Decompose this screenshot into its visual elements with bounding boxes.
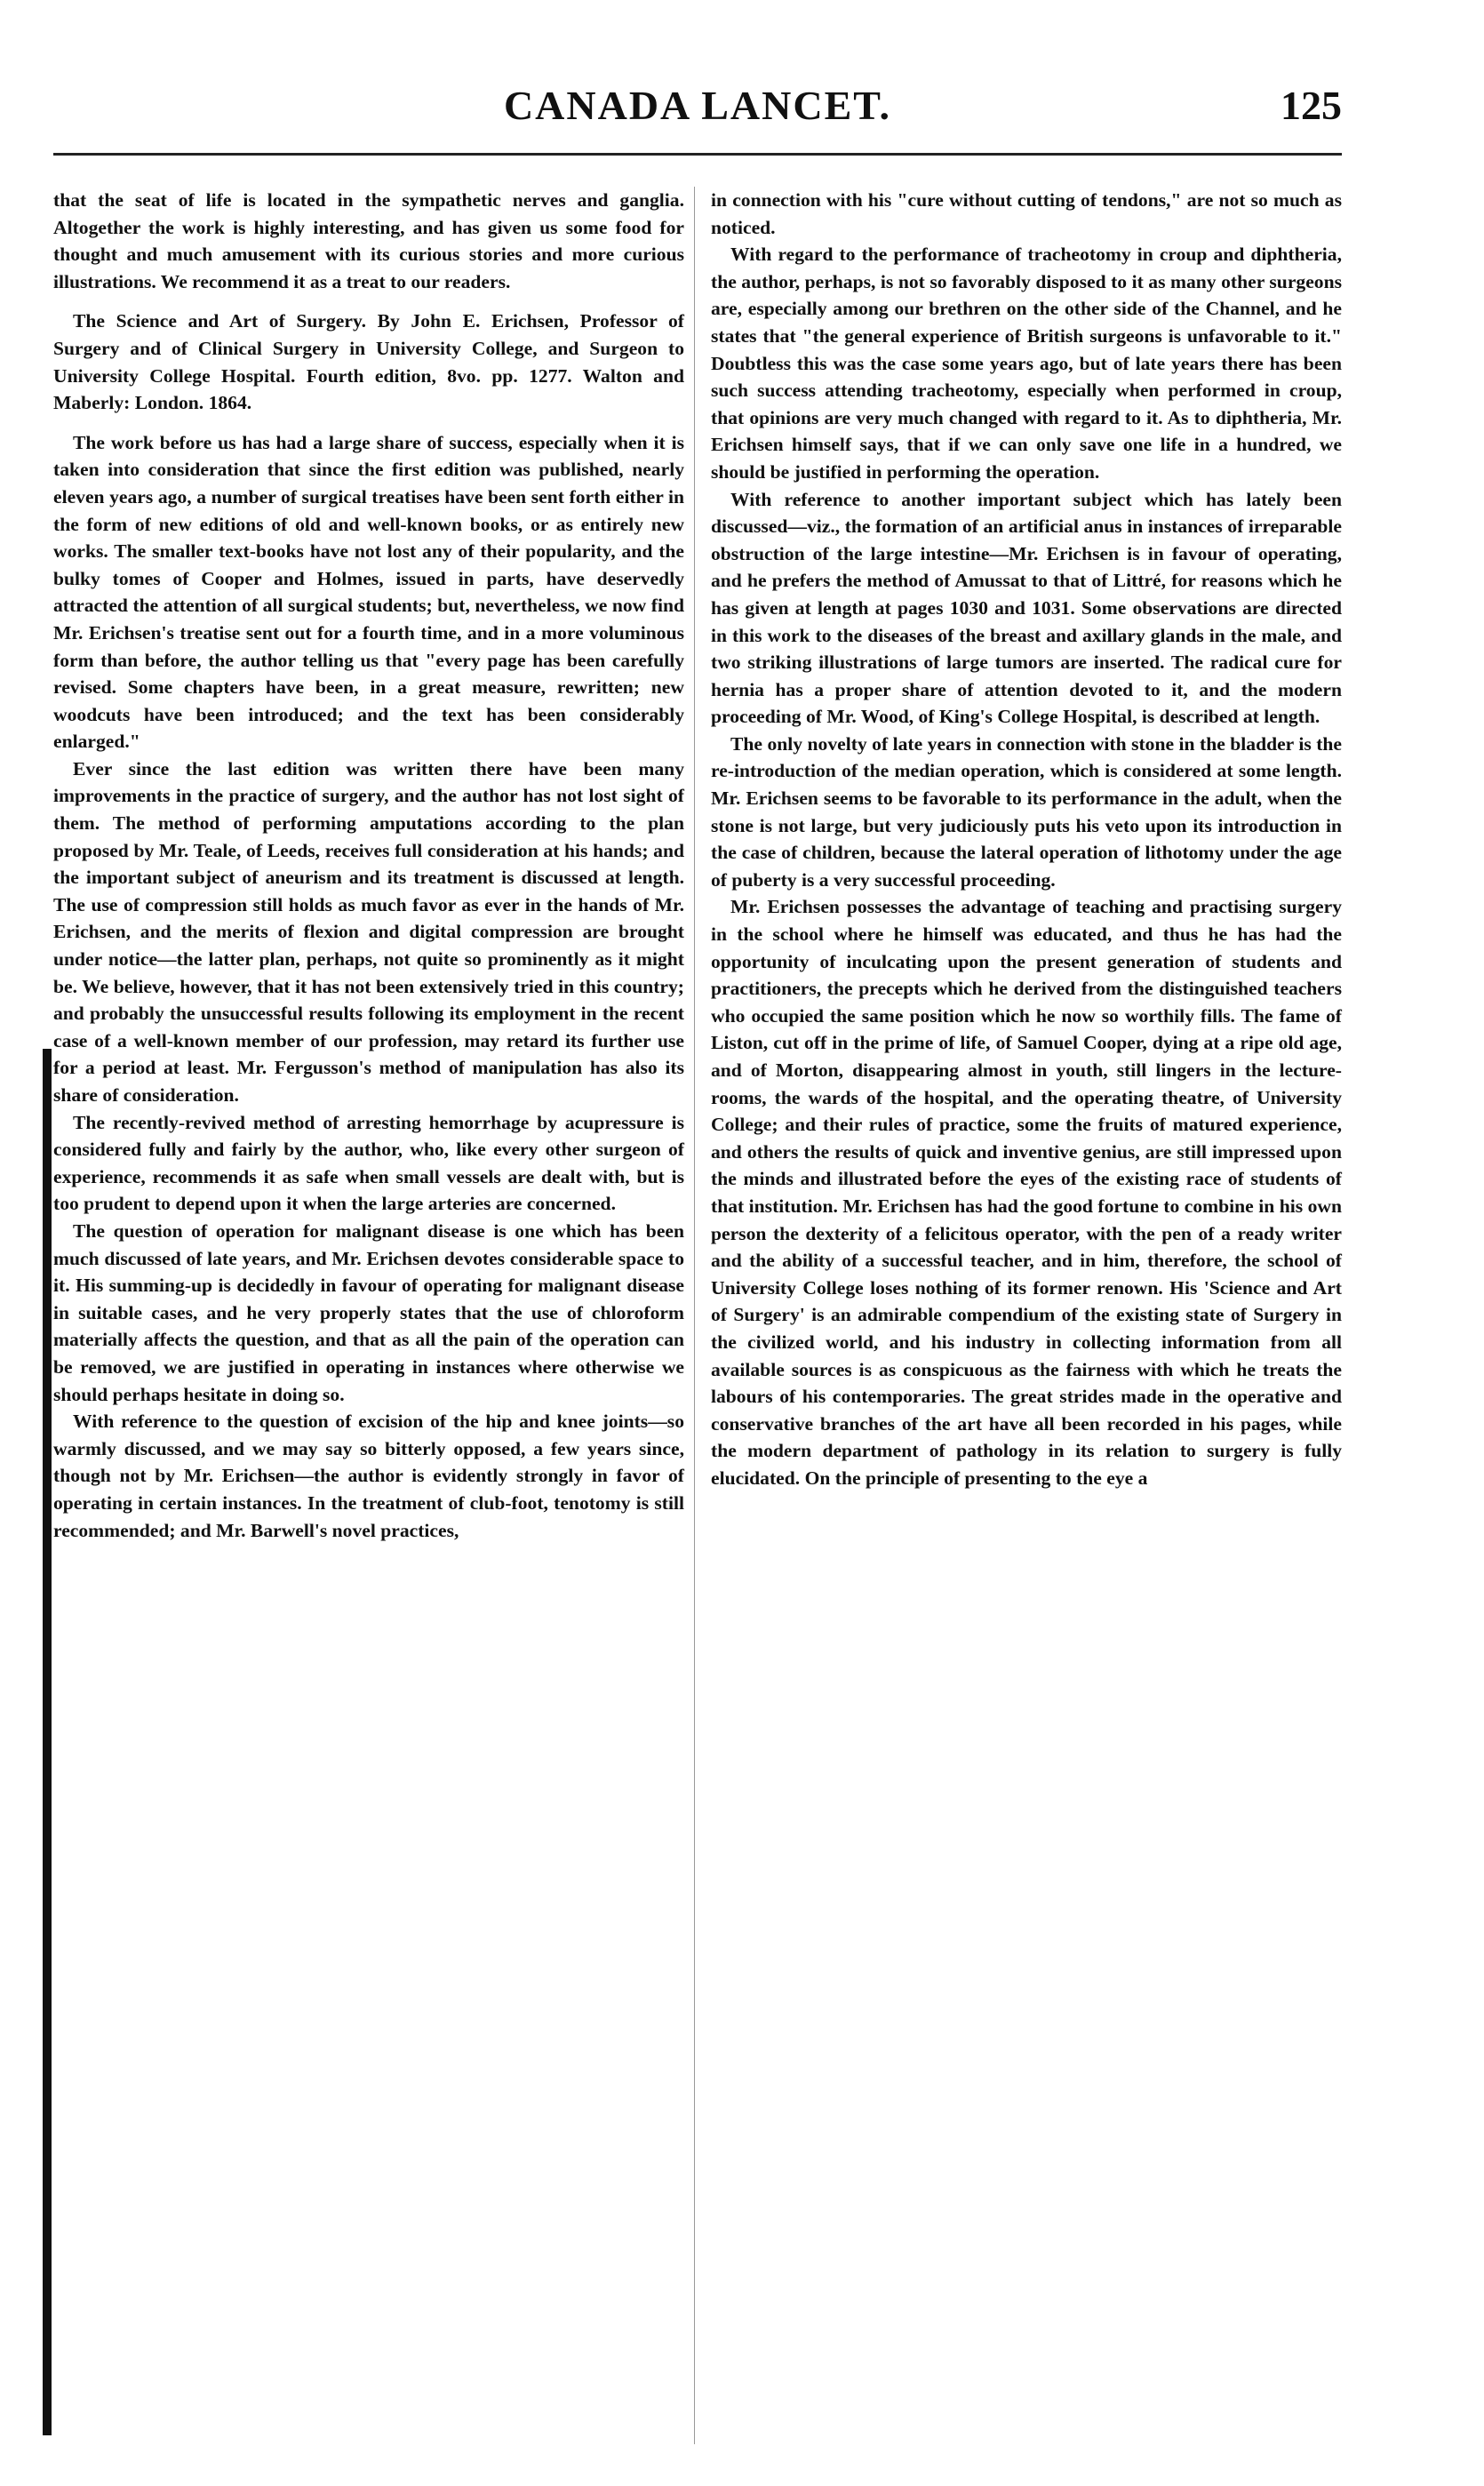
right-column (711, 187, 1342, 1492)
paragraph: The only novelty of late years in connection with stone in the bladder is the re-introduction of the median operation, which is considered at some length. Mr. Erichsen seems to be favorable to its performance in the adult, when the stone is not large, but very judiciously puts his veto upon its introduction in the case of children, because the lateral operation of lithotomy under the age of puberty is a very successful proceeding. (711, 732, 1342, 891)
paragraph: in connection with his "cure without cutting of tendons," are not so much as noticed. (711, 189, 1342, 238)
paragraph: The recently-revived method of arresting hemorrhage by acupressure is considered fully and fairly by the author, who, like every other surgeon of experience, recommends it as safe when small vessels are dealt with, but is too prudent to depend upon it when the large arteries are concerned. (53, 1111, 684, 1215)
binding-shadow (43, 1049, 52, 2435)
journal-title: CANADA LANCET. (503, 83, 892, 128)
page-header (53, 82, 1342, 135)
paragraph: With reference to the question of excision of the hip and knee joints—so warmly discussed, and we may say so bitterly opposed, a few years since, though not by Mr. Erichsen—the author is evidently strongly in favor of operating in certain instances. In the treatment of club-foot, tenotomy is still recommended; and Mr. Barwell's novel practices, (53, 1411, 684, 1541)
paragraph: With reference to another important subject which has lately been discussed—viz., the formation of an artificial anus in instances of irreparable obstruction of the large intestine—Mr. Erichsen is in favour of operating, and he prefers the method of Amussat to that of Littré, for reasons which he has given at length at pages 1030 and 1031. Some observations are directed in this work to the diseases of the breast and axillary glands in the male, and two striking illustrations of large tumors are inserted. The radical cure for hernia has a proper share of attention devoted to it, and the modern proceeding of Mr. Wood, of King's College Hospital, is described at length. (711, 488, 1342, 728)
page-number: 125 (1281, 83, 1342, 128)
paragraph: With regard to the performance of tracheotomy in croup and diphtheria, the author, perhaps, is not so favorably disposed to it as many other surgeons are, especially among our brethren on the other side of the Channel, and he states that "the general experience of British surgeons is unfavorable to it." Doubtless this was the case some years ago, but of late years there has been such success attending tracheotomy, especially when performed in croup, that opinions are very much changed with regard to it. As to diphtheria, Mr. Erichsen himself says, that if we can only save one life in a hundred, we should be justified in performing the operation. (711, 244, 1342, 483)
paragraph: The work before us has had a large share of success, especially when it is taken into consideration that since the first edition was published, nearly eleven years ago, a number of surgical treatises have been sent forth either in the form of new editions of old and well-known books, or as entirely new works. The smaller text-books have not lost any of their popularity, and the bulky tomes of Cooper and Holmes, issued in parts, have deservedly attracted the attention of all surgical students; but, nevertheless, we now find Mr. Erichsen's treatise sent out for a fourth time, and in a more voluminous form than before, the author telling us that "every page has been carefully revised. Some chapters have been, in a great measure, rewritten; new woodcuts have been introduced; and the text has been considerably enlarged." (53, 431, 684, 753)
column-divider (694, 187, 695, 2444)
left-column (53, 187, 684, 1544)
paragraph: Mr. Erichsen possesses the advantage of teaching and practising surgery in the school where he himself was educated, and thus he has had the opportunity of inculcating upon the present generation of students and practitioners, the precepts which he derived from the distinguished teachers who occupied the same position which he now so worthily fills. The fame of Liston, cut off in the prime of life, of Samuel Cooper, dying at a ripe old age, and of Morton, disappearing almost in youth, still lingers in the lecture-rooms, the wards of the hospital, and the operating theatre, of University College; and their rules of practice, some the fruits of matured experience, and others the results of quick and inventive genius, are still impressed upon the minds and illustrated before the eyes of the existing race of students of that institution. Mr. Erichsen has had the good fortune to combine in his own person the dexterity of a felicitous operator, with the pen of a ready writer and the ability of a successful teacher, and in him, therefore, the school of University College loses nothing of its former renown. His 'Science and Art of Surgery' is an admirable compendium of the existing state of Surgery in the civilized world, and his industry in collecting information from all available sources is as conspicuous as the fairness with which he treats the labours of his contemporaries. The great strides made in the operative and conservative branches of the art have all been recorded in his pages, while the modern department of pathology in its relation to surgery is fully elucidated. On the principle of presenting to the eye a (711, 896, 1342, 1489)
paragraph: that the seat of life is located in the sympathetic nerves and ganglia. Altogether the work is highly interesting, and has given us some food for thought and much amusement with its curious stories and more curious illustrations. We recommend it as a treat to our readers. (53, 189, 684, 292)
paragraph: The question of operation for malignant disease is one which has been much discussed of late years, and Mr. Erichsen devotes considerable space to it. His summing-up is decidedly in favour of operating for malignant disease in suitable cases, and he very properly states that the use of chloroform materially affects the question, and that as all the pain of the operation can be removed, we are justified in operating in instances where otherwise we should perhaps hesitate in doing so. (53, 1219, 684, 1405)
review-heading: The Science and Art of Surgery. By John E. Erichsen, Professor of Surgery and of Clinical Surgery in University College, and Surgeon to University College Hospital. Fourth edition, 8vo. pp. 1277. Walton and Maberly: London. 1864. (53, 310, 684, 414)
paragraph: Ever since the last edition was written there have been many improvements in the practice of surgery, and the author has not lost sight of them. The method of performing amputations according to the plan proposed by Mr. Teale, of Leeds, receives full consideration at his hands; and the important subject of aneurism and its treatment is discussed at length. The use of compression still holds as much favor as ever in the hands of Mr. Erichsen, and the merits of flexion and digital compression are brought under notice—the latter plan, perhaps, not quite so prominently as it might be. We believe, however, that it has not been extensively tried in this country; and probably the unsuccessful results following its employment in the recent case of a well-known member of our profession, may retard its further use for a period at least. Mr. Fergusson's method of manipulation has also its share of consideration. (53, 757, 684, 1106)
header-rule (53, 153, 1342, 156)
